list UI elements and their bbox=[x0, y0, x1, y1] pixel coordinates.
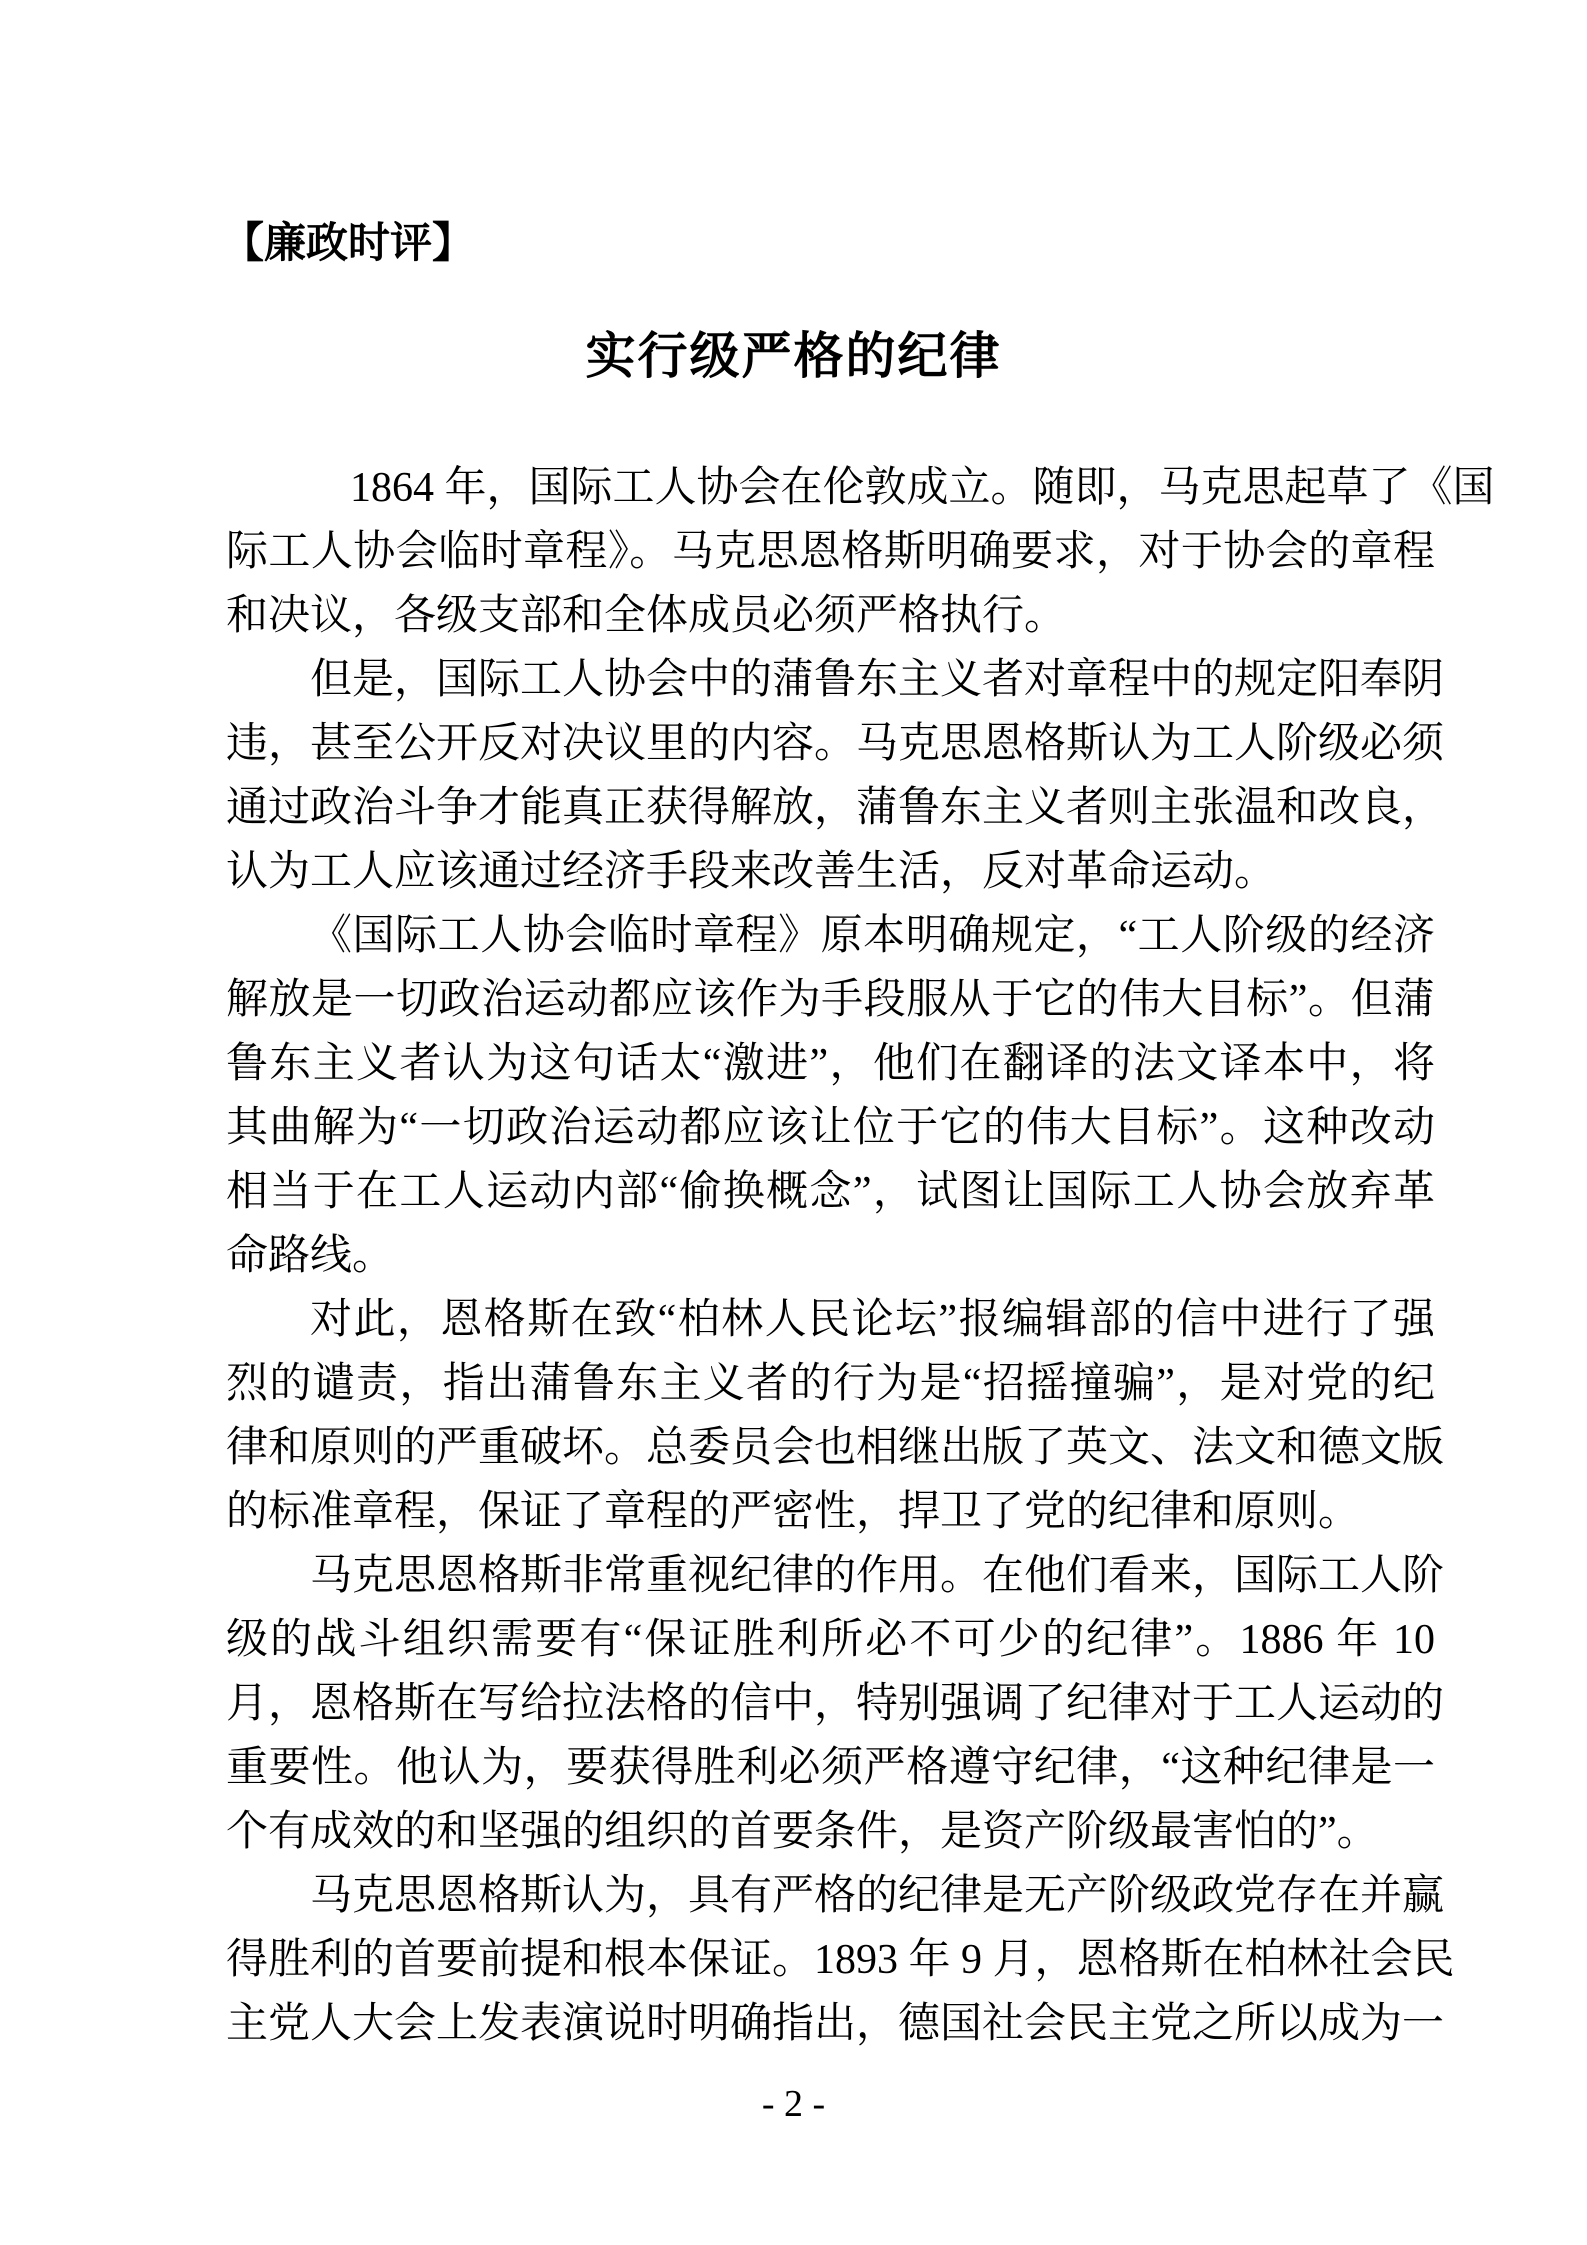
body-line: 级的战斗组织需要有“保证胜利所必不可少的纪律”。1886 年 10 bbox=[226, 1617, 1435, 1663]
body-line: 命路线。 bbox=[226, 1233, 395, 1279]
body-line: 个有成效的和坚强的组织的首要条件，是资产阶级最害怕的”。 bbox=[226, 1809, 1379, 1855]
page-number: - 2 - bbox=[761, 2083, 826, 2125]
body-line: 马克思恩格斯认为，具有严格的纪律是无产阶级政党存在并赢 bbox=[310, 1873, 1445, 1919]
body-text bbox=[226, 456, 1495, 2056]
body-line: 相当于在工人运动内部“偷换概念”，试图让国际工人协会放弃革 bbox=[226, 1169, 1435, 1215]
body-line: 其曲解为“一切政治运动都应该让位于它的伟大目标”。这种改动 bbox=[226, 1105, 1435, 1151]
section-tag: 【廉政时评】 bbox=[222, 221, 475, 267]
body-line: 和决议，各级支部和全体成员必须严格执行。 bbox=[226, 593, 1067, 639]
body-line: 月，恩格斯在写给拉法格的信中，特别强调了纪律对于工人运动的 bbox=[226, 1681, 1445, 1727]
body-line: 鲁东主义者认为这句话太“激进”，他们在翻译的法文译本中，将 bbox=[226, 1041, 1435, 1087]
body-line: 1864 年，国际工人协会在伦敦成立。随即，马克思起草了《国 bbox=[350, 465, 1495, 511]
body-line: 际工人协会临时章程》。马克思恩格斯明确要求，对于协会的章程 bbox=[226, 529, 1435, 575]
document-title: 实行级严格的纪律 bbox=[585, 328, 1002, 384]
body-line: 的标准章程，保证了章程的严密性，捍卫了党的纪律和原则。 bbox=[226, 1489, 1361, 1535]
body-line: 解放是一切政治运动都应该作为手段服从于它的伟大目标”。但蒲 bbox=[226, 977, 1435, 1023]
body-line: 烈的谴责，指出蒲鲁东主义者的行为是“招摇撞骗”，是对党的纪 bbox=[226, 1361, 1435, 1407]
body-line: 重要性。他认为，要获得胜利必须严格遵守纪律，“这种纪律是一 bbox=[226, 1745, 1435, 1791]
body-line: 通过政治斗争才能真正获得解放，蒲鲁东主义者则主张温和改良， bbox=[226, 785, 1445, 831]
body-line: 主党人大会上发表演说时明确指出，德国社会民主党之所以成为一 bbox=[226, 2001, 1445, 2047]
body-line: 律和原则的严重破坏。总委员会也相继出版了英文、法文和德文版 bbox=[226, 1425, 1445, 1471]
body-line: 马克思恩格斯非常重视纪律的作用。在他们看来，国际工人阶 bbox=[310, 1553, 1445, 1599]
body-line: 违，甚至公开反对决议里的内容。马克思恩格斯认为工人阶级必须 bbox=[226, 721, 1445, 767]
body-line: 但是，国际工人协会中的蒲鲁东主义者对章程中的规定阳奉阴 bbox=[310, 657, 1445, 703]
body-line: 认为工人应该通过经济手段来改善生活，反对革命运动。 bbox=[226, 849, 1277, 895]
body-line: 得胜利的首要前提和根本保证。1893 年 9 月，恩格斯在柏林社会民 bbox=[226, 1937, 1455, 1983]
body-line: 对此，恩格斯在致“柏林人民论坛”报编辑部的信中进行了强 bbox=[310, 1297, 1435, 1343]
body-line: 《国际工人协会临时章程》原本明确规定，“工人阶级的经济 bbox=[310, 913, 1435, 959]
